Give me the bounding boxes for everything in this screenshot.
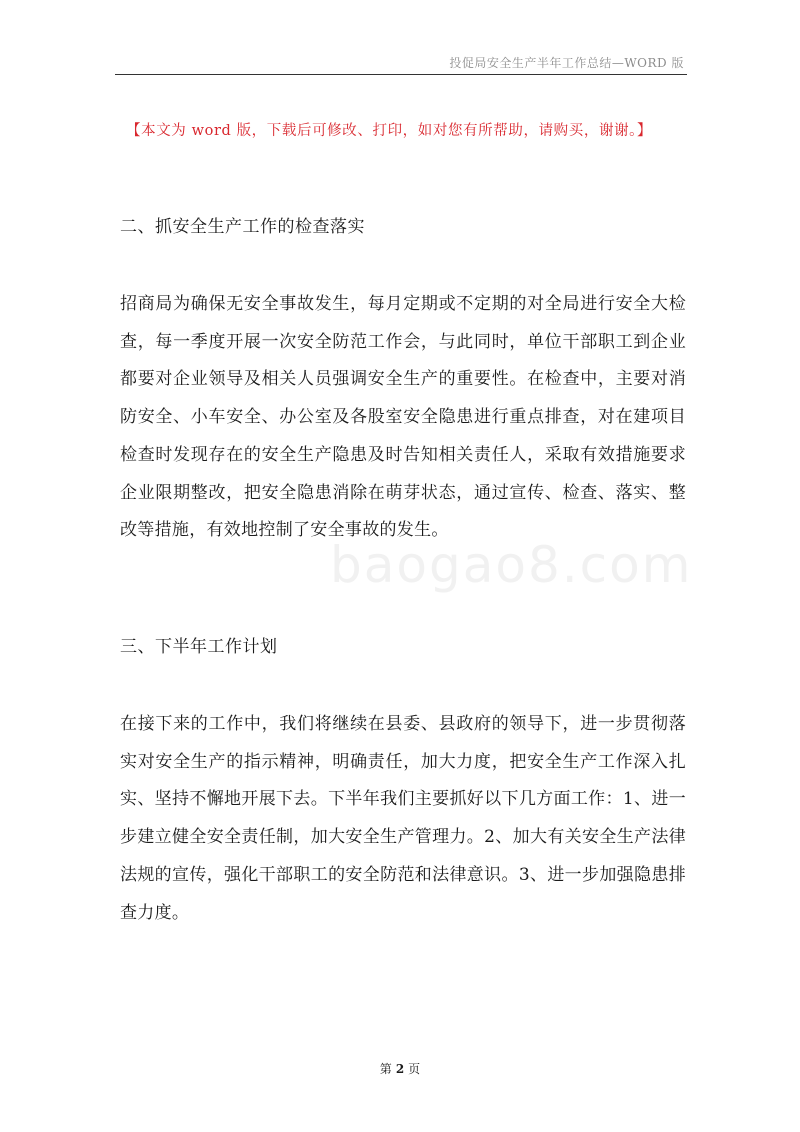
page-number-footer: [0, 1060, 800, 1077]
section-heading-plan: 三、下半年工作计划: [120, 637, 278, 657]
footer-suffix: 页: [408, 1062, 421, 1076]
purchase-notice: 【本文为 word 版，下载后可修改、打印，如对您有所帮助，请购买，谢谢。】: [126, 123, 653, 139]
section-paragraph-inspection: 招商局为确保无安全事故发生，每月定期或不定期的对全局进行安全大检查，每一季度开展一次安全防范工作会，与此同时，单位干部职工到企业都要对企业领导及相关人员强调安全生产的重要性。在检查中，主要对消防安全、小车安全、办公室及各股室安全隐患进行重点排查，对在建项目检查时发现存在的安全生产隐患及时告知相关责任人，采取有效措施要求企业限期整改，把安全隐患消除在萌芽状态，通过宣传、检查、落实、整改等措施，有效地控制了安全事故的发生。: [120, 294, 686, 541]
watermark: baogao8.com: [330, 536, 693, 594]
section-heading-inspection: 二、抓安全生产工作的检查落实: [120, 217, 365, 237]
header-title: 投促局安全生产半年工作总结—WORD 版: [449, 56, 684, 70]
section-paragraph-plan: 在接下来的工作中，我们将继续在县委、县政府的领导下，进一步贯彻落实对安全生产的指示精神，明确责任，加大力度，把安全生产工作深入扎实、坚持不懈地开展下去。下半年我们主要抓好以下几方面工作：1、进一步建立健全安全责任制，加大安全生产管理力。2、加大有关安全生产法律法规的宣传，强化干部职工的安全防范和法律意识。3、进一步加强隐患排查力度。: [120, 714, 686, 923]
footer-page-number: 2: [395, 1062, 405, 1076]
header-divider: [115, 74, 687, 75]
footer-prefix: 第: [379, 1062, 392, 1076]
